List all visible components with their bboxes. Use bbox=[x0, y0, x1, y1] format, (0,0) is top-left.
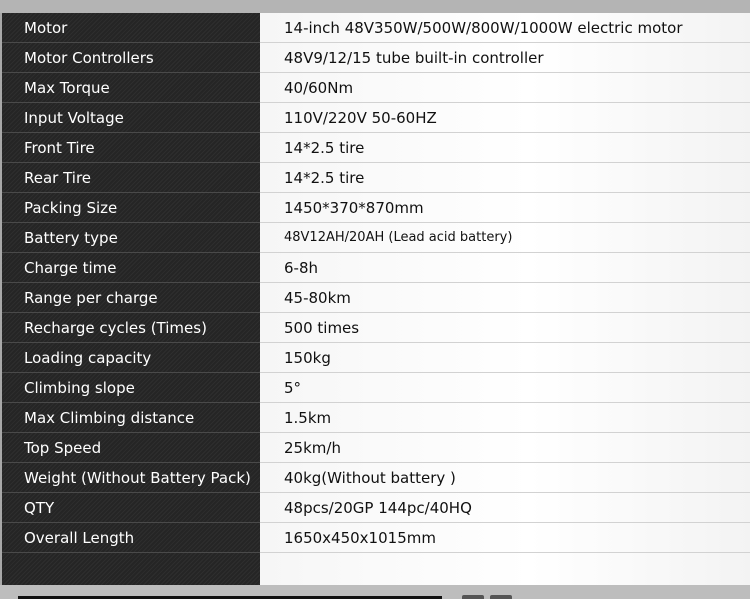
spec-value-rear-tire: 14*2.5 tire bbox=[260, 163, 750, 193]
spec-label-battery-type: Battery type bbox=[2, 223, 260, 253]
spec-table bbox=[2, 13, 750, 585]
spec-label-range-per-charge: Range per charge bbox=[2, 283, 260, 313]
spec-label-max-torque: Max Torque bbox=[2, 73, 260, 103]
spec-value-range-per-charge: 45-80km bbox=[260, 283, 750, 313]
spec-label-climbing-slope: Climbing slope bbox=[2, 373, 260, 403]
spec-label-loading-capacity: Loading capacity bbox=[2, 343, 260, 373]
spec-label-top-speed: Top Speed bbox=[2, 433, 260, 463]
spec-label-qty: QTY bbox=[2, 493, 260, 523]
spec-value-top-speed: 25km/h bbox=[260, 433, 750, 463]
spec-label-packing-size: Packing Size bbox=[2, 193, 260, 223]
spec-value-packing-size: 1450*370*870mm bbox=[260, 193, 750, 223]
spec-label-input-voltage: Input Voltage bbox=[2, 103, 260, 133]
spec-value-max-climbing-distance: 1.5km bbox=[260, 403, 750, 433]
spec-value-max-torque: 40/60Nm bbox=[260, 73, 750, 103]
spec-label-front-tire: Front Tire bbox=[2, 133, 260, 163]
spec-value-qty: 48pcs/20GP 144pc/40HQ bbox=[260, 493, 750, 523]
bottom-band bbox=[0, 585, 750, 599]
spec-label-recharge-cycles: Recharge cycles (Times) bbox=[2, 313, 260, 343]
spec-value-motor-controllers: 48V9/12/15 tube built-in controller bbox=[260, 43, 750, 73]
spec-value-weight: 40kg(Without battery ) bbox=[260, 463, 750, 493]
value-column bbox=[260, 13, 750, 585]
spec-value-front-tire: 14*2.5 tire bbox=[260, 133, 750, 163]
spec-label-weight: Weight (Without Battery Pack) bbox=[2, 463, 260, 493]
spec-value-battery-type: 48V12AH/20AH (Lead acid battery) bbox=[260, 223, 750, 253]
spec-label-rear-tire: Rear Tire bbox=[2, 163, 260, 193]
spec-value-charge-time: 6-8h bbox=[260, 253, 750, 283]
bottom-mark-left bbox=[462, 595, 484, 599]
spec-label-overall-length: Overall Length bbox=[2, 523, 260, 553]
spec-value-climbing-slope: 5° bbox=[260, 373, 750, 403]
top-band bbox=[0, 0, 750, 13]
spec-value-input-voltage: 110V/220V 50-60HZ bbox=[260, 103, 750, 133]
spec-value-overall-length: 1650x450x1015mm bbox=[260, 523, 750, 553]
spec-label-motor-controllers: Motor Controllers bbox=[2, 43, 260, 73]
spec-value-loading-capacity: 150kg bbox=[260, 343, 750, 373]
label-column bbox=[2, 13, 260, 585]
spec-value-motor: 14-inch 48V350W/500W/800W/1000W electric motor bbox=[260, 13, 750, 43]
spec-label-motor: Motor bbox=[2, 13, 260, 43]
bottom-mark-right bbox=[490, 595, 512, 599]
spec-label-charge-time: Charge time bbox=[2, 253, 260, 283]
spec-label-max-climbing-distance: Max Climbing distance bbox=[2, 403, 260, 433]
spec-value-recharge-cycles: 500 times bbox=[260, 313, 750, 343]
